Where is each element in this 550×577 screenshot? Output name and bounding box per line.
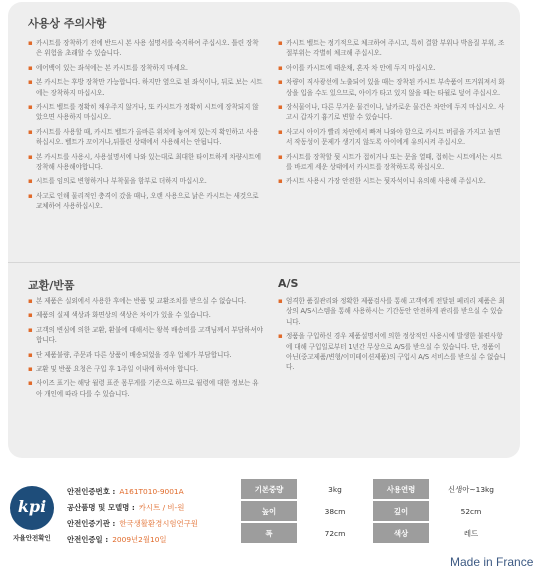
spec-header-cell: 사용연령 (373, 479, 429, 501)
precautions-right-list (278, 38, 506, 191)
exchange-list (28, 296, 264, 403)
cert-label: 안전인증일 : (67, 535, 109, 544)
list-item (28, 325, 264, 346)
list-item (28, 364, 264, 374)
list-item-text: 차량이 직사광선에 노출되어 있을 때는 장착된 카시트 부속품이 뜨거워져서 화상을 입을 수도 있으므로, 아이가 타고 있지 않을 때는 타월로 덮어 주십시오. (286, 78, 505, 97)
bullet-icon: ▪ (28, 297, 33, 305)
list-item (28, 77, 264, 98)
spec-table (241, 479, 513, 545)
bullet-icon: ▪ (28, 177, 33, 186)
cert-row (67, 532, 198, 548)
certification-info (67, 484, 198, 548)
cert-label: 안전인증번호 : (67, 487, 116, 496)
bullet-icon: ▪ (278, 63, 283, 72)
list-item-text: 제품의 실제 색상과 화면상의 색상은 차이가 있을 수 있습니다. (36, 311, 211, 320)
bullet-icon: ▪ (28, 39, 33, 47)
list-item-text: 시트를 임의로 변형하거나 부착물을 함부로 더하지 마십시오. (36, 177, 207, 186)
list-item (28, 38, 264, 59)
list-item-text: 장식물이나, 다른 무거운 물건이나, 날카로운 물건은 차안에 두지 마십시오. 사고시 갑자기 흉기로 변할 수 있습니다. (286, 103, 505, 122)
spec-value-cell: 38cm (297, 501, 373, 523)
spec-header-cell: 기본중량 (241, 479, 297, 501)
kpi-logo (10, 486, 54, 548)
bullet-icon: ▪ (28, 63, 33, 72)
list-item (278, 176, 506, 186)
bullet-icon: ▪ (28, 365, 33, 374)
list-item (28, 176, 264, 186)
bullet-icon: ▪ (278, 39, 283, 47)
list-item-text: 정품을 구입하신 경우 제품설명서에 의한 정상적인 사용시에 발생한 불편사항에 대해 구입일로부터 1년간 무상으로 A/S를 받으실 수 있습니다. 단, 정품이 아닌(중고제품/변형/이미테이션제품)의 구입시 A/S 서비스를 받으실 수 없습니다. (286, 332, 506, 372)
as-list (278, 296, 506, 377)
spec-value-cell: 신생아~13kg (429, 479, 513, 501)
list-item (28, 102, 264, 123)
bullet-icon: ▪ (28, 103, 33, 112)
cert-value: 한국생활환경시험연구원 (119, 519, 198, 528)
list-item (278, 152, 506, 173)
cert-value: 2009년2월10일 (112, 535, 167, 544)
bullet-icon: ▪ (28, 311, 33, 320)
list-item (278, 127, 506, 148)
bullet-icon: ▪ (28, 152, 33, 161)
list-item (28, 310, 264, 320)
section-divider (8, 262, 520, 263)
logo-caption: 자율안전확인 (13, 534, 51, 542)
cert-label: 공산품명 및 모델명 : (67, 503, 135, 512)
exchange-title: 교환/반품 (28, 279, 75, 292)
cert-row (67, 500, 198, 516)
cert-value: A161T010-9001A (119, 487, 184, 496)
list-item-text: 단 제품불량, 주문과 다른 상품이 배송되었을 경우 업체가 부담합니다. (36, 350, 232, 359)
list-item (28, 350, 264, 360)
list-item-text: 카시트 벨트를 정확히 채우주지 않거나, 또 카시트가 정확히 시트에 장착되지 않았으면 사용하지 마십시오. (36, 103, 259, 122)
spec-header-cell: 폭 (241, 523, 297, 545)
list-item-text: 사고로 인해 물리적인 충격이 갔을 때나, 오랜 사용으로 낡은 카시트는 새것으로 교체하여 사용하십시오. (36, 191, 259, 211)
precautions-title: 사용상 주의사항 (28, 17, 107, 30)
spec-value-cell: 52cm (429, 501, 513, 523)
spec-header-cell: 높이 (241, 501, 297, 523)
bullet-icon: ▪ (278, 78, 283, 87)
spec-row (241, 501, 513, 523)
list-item-text: 아이를 카시트에 태운채, 혼자 차 안에 두지 마십시오. (286, 63, 436, 72)
spec-value-cell: 레드 (429, 523, 513, 545)
list-item (28, 152, 264, 173)
list-item-text: 에어백이 있는 좌석에는 본 카시트를 장착하지 마세요. (36, 63, 188, 72)
bullet-icon: ▪ (278, 152, 283, 161)
as-title: A/S (278, 277, 299, 290)
bullet-icon: ▪ (28, 325, 33, 334)
bullet-icon: ▪ (278, 127, 283, 136)
list-item (278, 331, 506, 373)
list-item (278, 38, 506, 59)
list-item-text: 고객의 변심에 의한 교환, 환불에 대해서는 왕복 배송비를 고객님께서 부담하셔야 합니다. (36, 325, 263, 345)
bullet-icon: ▪ (28, 127, 33, 136)
cert-row (67, 484, 198, 500)
bullet-icon: ▪ (278, 177, 283, 186)
list-item (28, 127, 264, 148)
list-item-text: 카시트 사용시 가장 안전한 시트는 뒷자석이니 유의해 사용해 주십시오. (286, 177, 486, 186)
bullet-icon: ▪ (28, 78, 33, 87)
list-item-text: 카시트를 사용할 때, 카시트 벨트가 올바른 위치에 놓여져 있는지 확인하고 사용하십시오. 벨트가 꼬이거나,뒤틀린 상태에서 사용해서는 안됩니다. (36, 127, 259, 147)
list-item (28, 378, 264, 399)
spec-value-cell: 3kg (297, 479, 373, 501)
list-item (278, 77, 506, 98)
list-item-text: 교환 및 반품 요청은 구입 후 1주일 이내에 하셔야 합니다. (36, 365, 198, 374)
bullet-icon: ▪ (278, 297, 283, 305)
spec-row (241, 523, 513, 545)
spec-row (241, 479, 513, 501)
list-item-text: 엄격한 품질관리와 정확한 제품검사를 통해 고객에게 전달된 페리리 제품은 최상의 A/S시스템을 통해 사용하시는 기간동안 안전하게 관리를 받으실 수 있습니다. (286, 297, 505, 326)
list-item-text: 카시트를 장착할 뒷 시트가 접히거나 또는 문을 열때, 접히는 시트에서는 시트를 바르게 세운 상태에서 카시트를 장착하도록 하십시오. (286, 152, 503, 172)
bullet-icon: ▪ (28, 191, 33, 200)
list-item (28, 296, 264, 306)
bullet-icon: ▪ (28, 379, 33, 388)
bullet-icon: ▪ (28, 350, 33, 359)
logo-mark: kpi (17, 497, 47, 516)
cert-row (67, 516, 198, 532)
list-item-text: 카시트를 장착하기 전에 반드시 본 사용 설명서를 숙지하여 주십시오. 틀린 장착은 위험을 초래할 수 있습니다. (36, 39, 259, 58)
bullet-icon: ▪ (278, 332, 283, 341)
cert-value: 카시트 / 비-원 (138, 503, 185, 512)
footer (0, 462, 550, 577)
precautions-left-list (28, 38, 264, 216)
list-item-text: 사고시 아이가 빨리 차안에서 빠져 나와야 함으로 카시트 버클을 가지고 놀면서 작동성이 문제가 생기지 않도록 아이에게 유의시켜 주십시오. (286, 127, 501, 147)
list-item-text: 본 제품은 실외에서 사용한 후에는 반품 및 교환조치를 받으실 수 없습니다. (36, 297, 247, 305)
list-item (278, 63, 506, 73)
made-in-label: Made in France (450, 555, 534, 569)
list-item-text: 카시트 벨트는 정기적으로 체크하여 주시고, 특히 결함 부위나 박음질 부위, 조절부위는 각별히 체크해 주십시오. (286, 39, 505, 58)
spec-value-cell: 72cm (297, 523, 373, 545)
list-item (28, 63, 264, 73)
list-item (278, 296, 506, 327)
bullet-icon: ▪ (278, 103, 283, 112)
list-item-text: 본 카시트를 사용시, 사용설명서에 나와 있는대로 최대한 타이트하게 차량시트에 장착해 사용해야합니다. (36, 152, 261, 172)
spec-header-cell: 깊이 (373, 501, 429, 523)
spec-header-cell: 색상 (373, 523, 429, 545)
list-item (278, 102, 506, 123)
cert-label: 안전인증기관 : (67, 519, 116, 528)
list-item (28, 191, 264, 212)
list-item-text: 사이즈 표기는 해당 월령 표준 몸무게를 기준으로 하므로 월령에 대한 정보는 유아 개인에 따라 다를 수 있습니다. (36, 379, 259, 398)
list-item-text: 본 카시트는 후방 장착만 가능합니다. 하지만 옆으로 된 좌석이나, 뒤로 보는 시트에는 장착하지 마십시오. (36, 78, 263, 97)
